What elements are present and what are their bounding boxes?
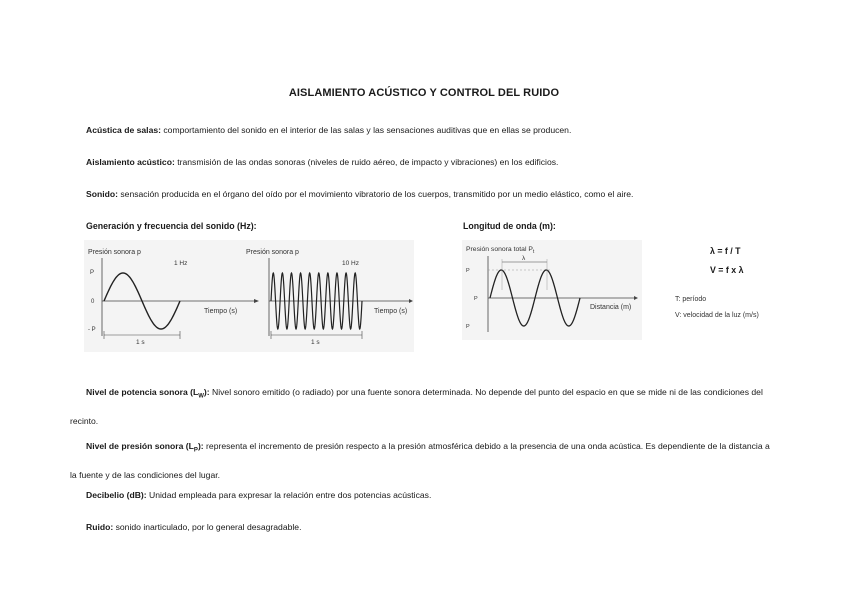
definition-text: Nivel sonoro emitido (o radiado) por una fuente sonora determinada. No depende del punto del espacio en que se mide ni de las condiciones del recinto. <box>70 387 763 426</box>
freq-zero-left: 0 <box>91 299 95 305</box>
definition-ruido <box>86 521 786 533</box>
freq-p-pos-left: P <box>90 270 95 276</box>
definition-text: transmisión de las ondas sonoras (niveles de ruido aéreo, de impacto y vibraciones) en los edificios. <box>174 157 559 167</box>
wave-lambda-label: λ <box>522 255 526 262</box>
definition-potencia <box>70 380 770 433</box>
term: Decibelio (dB): <box>86 490 147 500</box>
wave-p-top: P <box>466 268 470 274</box>
wave-p-bot: P <box>466 324 470 330</box>
wave-ylabel: Presión sonora total $P_t$ <box>466 246 535 255</box>
definition-text: sonido inarticulado, por lo general desagradable. <box>113 522 302 532</box>
term: Aislamiento acústico: <box>86 157 175 167</box>
section-heading-generacion: Generación y frecuencia del sonido (Hz): <box>86 221 257 231</box>
note-velocity: V: velocidad de la luz (m/s) <box>675 312 759 319</box>
freq-label-1hz: 1 Hz <box>174 260 188 267</box>
freq-span-right: 1 s <box>311 339 320 346</box>
page-title: AISLAMIENTO ACÚSTICO Y CONTROL DEL RUIDO <box>288 87 560 99</box>
term: Acústica de salas: <box>86 125 161 135</box>
term: Nivel de presión sonora $(L_P)$: <box>86 441 204 454</box>
term: Sonido: <box>86 189 118 199</box>
freq-ylabel-right: Presión sonora p <box>246 249 299 256</box>
freq-xlabel-left: Tiempo (s) <box>204 308 238 315</box>
definition-aislamiento <box>86 156 786 168</box>
definition-text: representa el incremento de presión respecto a la presión atmosférica debido a la presencia de una onda acústica. Es dependiente de la distancia a la fuente y de las condiciones del lugar. <box>70 441 770 480</box>
definition-sonido <box>86 188 786 200</box>
wave-xlabel: Distancia (m) <box>590 304 632 311</box>
note-period: T: período <box>675 296 707 303</box>
definition-decibelio <box>86 489 786 501</box>
wavelength-figure <box>462 240 642 340</box>
definition-presion <box>70 434 770 487</box>
section-heading-longitud: Longitud de onda (m): <box>463 221 556 231</box>
definition-acustica <box>86 124 786 136</box>
term: Ruido: <box>86 522 114 532</box>
formula-velocity: V = f x λ <box>710 265 744 275</box>
definition-text: sensación producida en el órgano del oído por el movimiento vibratorio de los cuerpos, transmitido por un medio elástico, como el aire. <box>117 189 634 199</box>
freq-label-10hz: 10 Hz <box>342 260 359 267</box>
formula-lambda: λ = f / T <box>710 246 741 256</box>
freq-p-neg-left: - P <box>88 327 96 333</box>
freq-ylabel-left: Presión sonora p <box>88 249 141 256</box>
wave-p-mid: P <box>474 296 478 302</box>
definition-text: Unidad empleada para expresar la relación entre dos potencias acústicas. <box>146 490 432 500</box>
frequency-figure <box>84 240 414 352</box>
freq-span-left: 1 s <box>136 339 145 346</box>
definition-text: comportamiento del sonido en el interior de las salas y las sensaciones auditivas que en ellas se producen. <box>161 125 572 135</box>
term: Nivel de potencia sonora $(L_W)$: <box>86 387 210 400</box>
freq-xlabel-right: Tiempo (s) <box>374 308 408 315</box>
